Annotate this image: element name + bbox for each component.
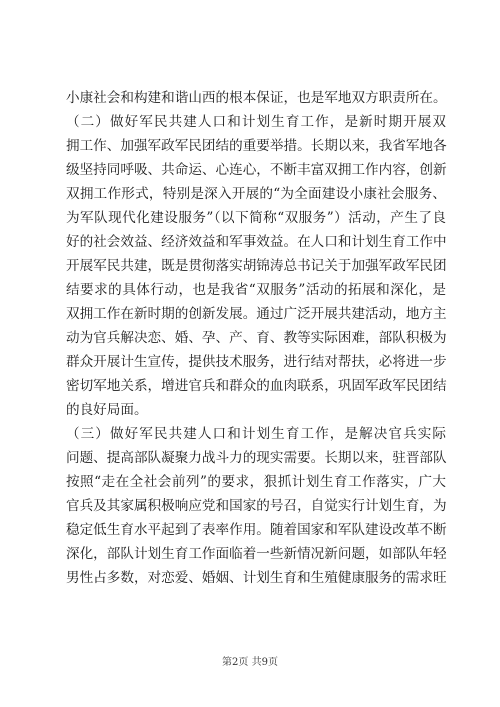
text-line: 双拥工作形式，特别是深入开展的“为全面建设小康社会服务、 xyxy=(66,186,446,202)
text-line: 双拥工作在新时期的创新发展。通过广泛开展共建活动，地方主 xyxy=(66,306,447,322)
text-line: 结要求的具体行动，也是我省“双服务”活动的拓展和深化，是 xyxy=(66,282,446,298)
text-line: 官兵及其家属积极响应党和国家的号召，自觉实行计划生育，为 xyxy=(66,498,447,514)
text-line: 为军队现代化建设服务”（以下简称“双服务”）活动，产生了良 xyxy=(66,210,446,226)
text-line: 动为官兵解决恋、婚、孕、产、育、教等实际困难，部队积极为 xyxy=(66,330,447,346)
text-line: 稳定低生育水平起到了表率作用。随着国家和军队建设改革不断 xyxy=(66,522,447,538)
text-line: 好的社会效益、经济效益和军事效益。在人口和计划生育工作中 xyxy=(66,234,447,250)
page-number: 第2页 共9页 xyxy=(222,657,278,668)
text-line: 的良好局面。 xyxy=(66,402,148,418)
text-line: 级坚持同呼吸、共命运、心连心，不断丰富双拥工作内容，创新 xyxy=(66,162,447,178)
body-text xyxy=(66,86,446,590)
text-line: 密切军地关系，增进官兵和群众的血肉联系，巩固军政军民团结 xyxy=(66,378,447,394)
text-line: 男性占多数，对恋爱、婚姻、计划生育和生殖健康服务的需求旺 xyxy=(66,570,447,586)
text-line: 按照“走在全社会前列”的要求，狠抓计划生育工作落实，广大 xyxy=(66,474,446,490)
text-line: （三）做好军民共建人口和计划生育工作，是解决官兵实际 xyxy=(66,426,446,442)
text-line: 问题、提高部队凝聚力战斗力的现实需要。长期以来，驻晋部队 xyxy=(66,450,447,466)
text-line: 小康社会和构建和谐山西的根本保证，也是军地双方职责所在。 xyxy=(66,90,447,106)
text-line: （二）做好军民共建人口和计划生育工作，是新时期开展双 xyxy=(66,114,446,130)
text-line: 深化，部队计划生育工作面临着一些新情况新问题，如部队年轻 xyxy=(66,546,447,562)
text-line: 群众开展计生宣传，提供技术服务，进行结对帮扶，必将进一步 xyxy=(66,354,447,370)
text-line: 拥工作、加强军政军民团结的重要举措。长期以来，我省军地各 xyxy=(66,138,447,154)
text-line: 开展军民共建，既是贯彻落实胡锦涛总书记关于加强军政军民团 xyxy=(66,258,447,274)
